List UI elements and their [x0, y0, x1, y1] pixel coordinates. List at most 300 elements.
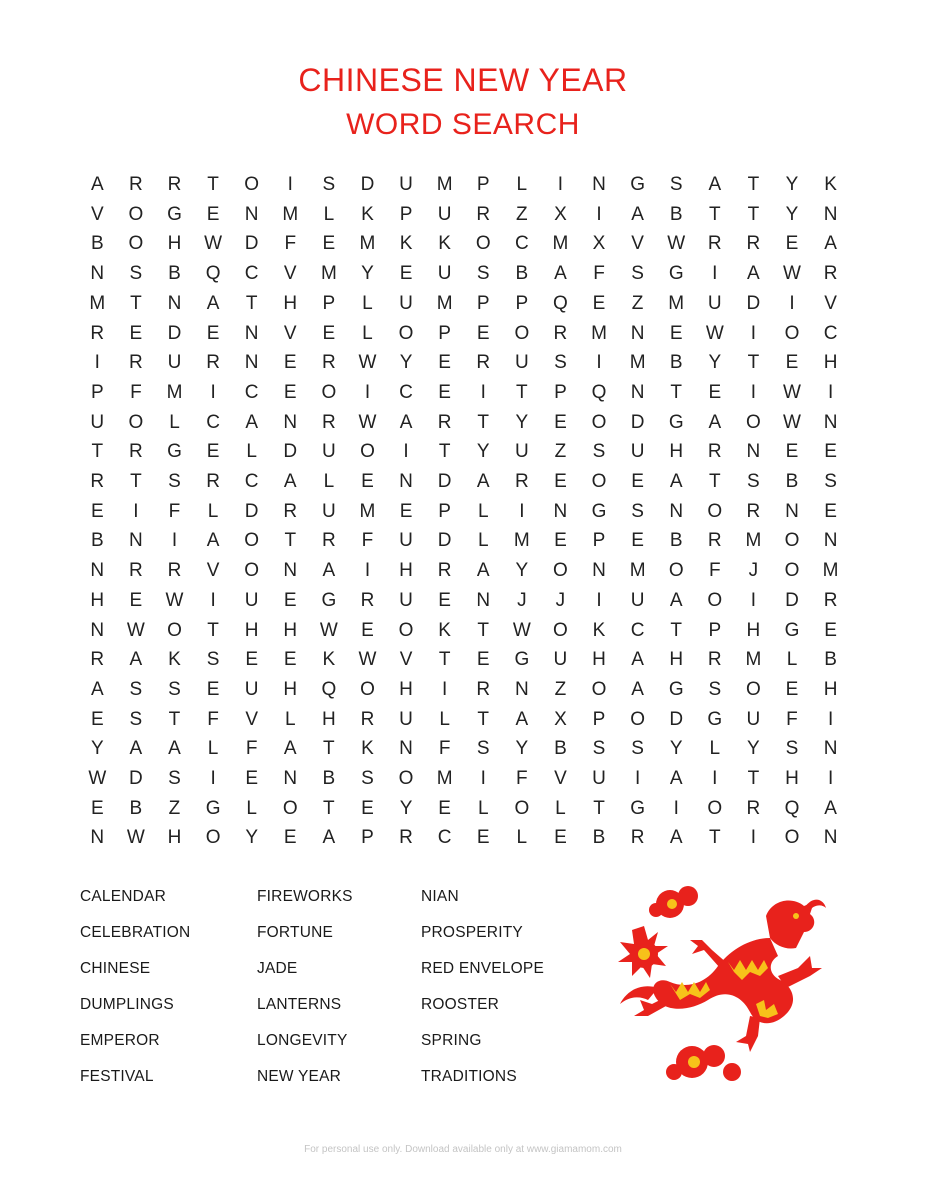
grid-cell[interactable]: O: [360, 678, 375, 700]
grid-cell[interactable]: N: [823, 738, 838, 760]
grid-cell[interactable]: R: [437, 411, 452, 433]
grid-cell[interactable]: H: [283, 678, 298, 700]
grid-cell[interactable]: K: [592, 619, 606, 641]
grid-cell[interactable]: M: [629, 352, 646, 374]
grid-cell[interactable]: C: [630, 619, 645, 641]
grid-cell[interactable]: U: [399, 589, 413, 611]
grid-cell[interactable]: P: [708, 619, 722, 641]
grid-cell[interactable]: O: [707, 797, 723, 819]
grid-cell[interactable]: E: [361, 619, 374, 641]
grid-cell[interactable]: E: [438, 381, 451, 403]
grid-cell[interactable]: O: [784, 560, 800, 582]
grid-cell[interactable]: G: [668, 678, 684, 700]
grid-cell[interactable]: N: [476, 589, 491, 611]
grid-cell[interactable]: L: [207, 500, 219, 522]
grid-cell[interactable]: U: [746, 708, 761, 730]
grid-cell[interactable]: T: [91, 441, 104, 463]
grid-cell[interactable]: W: [358, 649, 377, 671]
grid-cell[interactable]: E: [476, 322, 490, 344]
grid-cell[interactable]: K: [438, 619, 451, 641]
grid-cell[interactable]: I: [364, 381, 371, 403]
grid-cell[interactable]: R: [707, 233, 722, 255]
grid-cell[interactable]: R: [707, 530, 722, 552]
grid-cell[interactable]: H: [823, 352, 838, 374]
grid-cell[interactable]: A: [322, 827, 336, 849]
grid-cell[interactable]: A: [631, 649, 644, 671]
grid-cell[interactable]: I: [210, 768, 216, 789]
grid-cell[interactable]: M: [745, 530, 762, 552]
grid-cell[interactable]: E: [245, 649, 259, 671]
grid-cell[interactable]: F: [284, 233, 297, 255]
grid-cell[interactable]: A: [476, 560, 490, 582]
grid-cell[interactable]: X: [554, 203, 567, 225]
grid-cell[interactable]: V: [824, 292, 837, 314]
grid-cell[interactable]: U: [707, 292, 722, 314]
grid-cell[interactable]: I: [210, 589, 216, 611]
grid-cell[interactable]: W: [204, 233, 223, 255]
grid-cell[interactable]: G: [668, 411, 684, 433]
grid-cell[interactable]: R: [707, 649, 722, 671]
grid-cell[interactable]: A: [90, 174, 104, 195]
grid-cell[interactable]: A: [515, 708, 529, 730]
grid-cell[interactable]: B: [592, 827, 606, 849]
grid-cell[interactable]: B: [322, 768, 336, 789]
grid-cell[interactable]: T: [130, 471, 142, 492]
grid-cell[interactable]: E: [283, 589, 297, 611]
grid-cell[interactable]: I: [827, 768, 834, 789]
grid-cell[interactable]: S: [824, 471, 837, 492]
grid-cell[interactable]: Z: [168, 797, 181, 819]
grid-cell[interactable]: T: [245, 292, 258, 314]
grid-cell[interactable]: E: [554, 827, 567, 849]
grid-cell[interactable]: X: [554, 708, 567, 730]
grid-cell[interactable]: N: [244, 322, 259, 344]
grid-cell[interactable]: E: [399, 500, 413, 522]
grid-cell[interactable]: W: [358, 411, 377, 433]
grid-cell[interactable]: W: [88, 768, 107, 789]
grid-cell[interactable]: S: [631, 500, 644, 522]
grid-cell[interactable]: T: [130, 292, 142, 314]
grid-cell[interactable]: E: [438, 589, 451, 611]
grid-cell[interactable]: A: [129, 649, 143, 671]
grid-cell[interactable]: N: [283, 560, 298, 582]
grid-cell[interactable]: C: [823, 322, 838, 344]
grid-cell[interactable]: O: [746, 411, 761, 433]
grid-cell[interactable]: L: [555, 797, 566, 819]
grid-cell[interactable]: R: [360, 589, 375, 611]
grid-cell[interactable]: F: [516, 768, 528, 789]
grid-cell[interactable]: T: [670, 381, 682, 403]
grid-cell[interactable]: M: [166, 381, 183, 403]
grid-cell[interactable]: U: [167, 352, 182, 374]
grid-cell[interactable]: M: [629, 560, 646, 582]
grid-cell[interactable]: B: [669, 530, 683, 552]
grid-cell[interactable]: A: [476, 471, 490, 492]
grid-cell[interactable]: L: [439, 708, 450, 730]
grid-cell[interactable]: K: [399, 233, 413, 255]
grid-cell[interactable]: O: [321, 381, 337, 403]
grid-cell[interactable]: R: [476, 203, 491, 225]
grid-cell[interactable]: R: [399, 827, 413, 849]
grid-cell[interactable]: U: [399, 530, 413, 552]
grid-cell[interactable]: J: [517, 589, 527, 611]
grid-cell[interactable]: S: [168, 678, 181, 700]
grid-cell[interactable]: U: [514, 441, 529, 463]
grid-cell[interactable]: T: [593, 797, 605, 819]
grid-cell[interactable]: N: [746, 441, 761, 463]
grid-cell[interactable]: E: [824, 500, 837, 522]
grid-cell[interactable]: O: [360, 441, 375, 463]
grid-cell[interactable]: R: [707, 441, 722, 463]
grid-cell[interactable]: P: [438, 322, 451, 344]
grid-cell[interactable]: E: [283, 649, 297, 671]
grid-cell[interactable]: J: [748, 560, 759, 582]
grid-cell[interactable]: R: [746, 500, 761, 522]
grid-cell[interactable]: S: [129, 263, 143, 285]
grid-cell[interactable]: Y: [361, 263, 374, 285]
grid-cell[interactable]: B: [90, 233, 104, 255]
grid-cell[interactable]: E: [708, 381, 722, 403]
grid-cell[interactable]: Y: [399, 352, 413, 374]
grid-cell[interactable]: I: [403, 441, 409, 463]
grid-cell[interactable]: M: [359, 233, 376, 255]
grid-cell[interactable]: S: [168, 471, 181, 492]
grid-cell[interactable]: O: [205, 827, 221, 849]
grid-cell[interactable]: I: [171, 530, 178, 552]
grid-cell[interactable]: E: [631, 471, 644, 492]
grid-cell[interactable]: U: [321, 500, 336, 522]
grid-cell[interactable]: L: [477, 797, 489, 819]
grid-cell[interactable]: G: [668, 263, 684, 285]
word-search-grid[interactable]: [78, 170, 850, 854]
grid-cell[interactable]: L: [246, 797, 257, 819]
grid-cell[interactable]: E: [206, 203, 220, 225]
grid-cell[interactable]: R: [823, 589, 838, 611]
grid-cell[interactable]: Z: [631, 292, 644, 314]
grid-cell[interactable]: C: [244, 381, 259, 403]
grid-cell[interactable]: D: [360, 174, 375, 195]
grid-cell[interactable]: V: [245, 708, 259, 730]
grid-cell[interactable]: P: [592, 530, 606, 552]
grid-cell[interactable]: N: [399, 471, 413, 492]
grid-cell[interactable]: S: [669, 174, 683, 195]
grid-cell[interactable]: O: [514, 797, 530, 819]
grid-cell[interactable]: K: [438, 233, 451, 255]
grid-cell[interactable]: P: [592, 708, 606, 730]
grid-cell[interactable]: M: [745, 649, 762, 671]
grid-cell[interactable]: H: [283, 619, 298, 641]
grid-cell[interactable]: I: [673, 797, 679, 819]
grid-cell[interactable]: K: [168, 649, 181, 671]
grid-cell[interactable]: T: [670, 619, 682, 641]
grid-cell[interactable]: T: [207, 619, 219, 641]
grid-cell[interactable]: D: [129, 768, 143, 789]
grid-cell[interactable]: U: [399, 292, 413, 314]
grid-cell[interactable]: I: [596, 589, 602, 611]
grid-cell[interactable]: T: [168, 708, 181, 730]
grid-cell[interactable]: E: [399, 263, 413, 285]
grid-cell[interactable]: H: [746, 619, 761, 641]
grid-cell[interactable]: R: [321, 411, 336, 433]
grid-cell[interactable]: A: [283, 738, 297, 760]
grid-cell[interactable]: T: [747, 174, 760, 195]
grid-cell[interactable]: I: [827, 381, 834, 403]
grid-cell[interactable]: Y: [515, 411, 529, 433]
grid-cell[interactable]: L: [516, 827, 528, 849]
grid-cell[interactable]: Q: [784, 797, 800, 819]
grid-cell[interactable]: H: [592, 649, 606, 671]
grid-cell[interactable]: M: [513, 530, 530, 552]
grid-cell[interactable]: N: [129, 530, 143, 552]
grid-cell[interactable]: V: [399, 649, 413, 671]
grid-cell[interactable]: U: [244, 678, 259, 700]
grid-cell[interactable]: F: [245, 738, 258, 760]
grid-cell[interactable]: Y: [515, 738, 529, 760]
grid-cell[interactable]: N: [785, 500, 799, 522]
grid-cell[interactable]: R: [476, 678, 491, 700]
grid-cell[interactable]: V: [554, 768, 567, 789]
grid-cell[interactable]: E: [476, 827, 490, 849]
grid-cell[interactable]: O: [167, 619, 182, 641]
grid-cell[interactable]: S: [322, 174, 336, 195]
grid-cell[interactable]: O: [591, 411, 607, 433]
grid-cell[interactable]: L: [284, 708, 296, 730]
grid-cell[interactable]: I: [712, 263, 718, 285]
grid-cell[interactable]: N: [399, 738, 413, 760]
grid-cell[interactable]: V: [283, 263, 297, 285]
grid-cell[interactable]: H: [669, 441, 684, 463]
grid-cell[interactable]: U: [437, 263, 452, 285]
grid-cell[interactable]: E: [90, 708, 104, 730]
grid-cell[interactable]: E: [90, 500, 104, 522]
grid-cell[interactable]: L: [516, 174, 528, 195]
grid-cell[interactable]: T: [708, 827, 721, 849]
grid-cell[interactable]: M: [89, 292, 106, 314]
grid-cell[interactable]: I: [750, 381, 757, 403]
grid-cell[interactable]: C: [437, 827, 452, 849]
grid-cell[interactable]: A: [631, 203, 644, 225]
grid-cell[interactable]: Q: [205, 263, 221, 285]
grid-cell[interactable]: O: [591, 471, 607, 492]
grid-cell[interactable]: D: [785, 589, 799, 611]
grid-cell[interactable]: E: [283, 827, 297, 849]
grid-cell[interactable]: D: [437, 471, 452, 492]
grid-cell[interactable]: E: [283, 352, 297, 374]
grid-cell[interactable]: Y: [785, 203, 799, 225]
grid-cell[interactable]: R: [283, 500, 298, 522]
grid-cell[interactable]: P: [476, 292, 490, 314]
grid-cell[interactable]: T: [477, 708, 490, 730]
grid-cell[interactable]: H: [244, 619, 259, 641]
grid-cell[interactable]: R: [321, 352, 336, 374]
grid-cell[interactable]: K: [361, 203, 374, 225]
grid-cell[interactable]: M: [436, 292, 453, 314]
grid-cell[interactable]: T: [477, 619, 490, 641]
grid-cell[interactable]: S: [476, 738, 490, 760]
grid-cell[interactable]: G: [167, 441, 182, 463]
grid-cell[interactable]: E: [283, 381, 297, 403]
grid-cell[interactable]: N: [90, 827, 105, 849]
grid-cell[interactable]: R: [360, 708, 375, 730]
grid-cell[interactable]: T: [323, 797, 335, 819]
grid-cell[interactable]: A: [824, 797, 837, 819]
grid-cell[interactable]: O: [398, 322, 414, 344]
grid-cell[interactable]: F: [168, 500, 181, 522]
grid-cell[interactable]: N: [283, 768, 298, 789]
grid-cell[interactable]: I: [557, 174, 564, 195]
grid-cell[interactable]: W: [319, 619, 338, 641]
grid-cell[interactable]: O: [591, 678, 607, 700]
grid-cell[interactable]: U: [630, 441, 645, 463]
grid-cell[interactable]: U: [514, 352, 529, 374]
grid-cell[interactable]: A: [206, 530, 220, 552]
grid-cell[interactable]: A: [129, 738, 143, 760]
grid-cell[interactable]: Y: [669, 738, 683, 760]
grid-cell[interactable]: S: [554, 352, 567, 374]
grid-cell[interactable]: E: [90, 797, 104, 819]
grid-cell[interactable]: V: [283, 322, 297, 344]
grid-cell[interactable]: T: [323, 738, 335, 760]
grid-cell[interactable]: Y: [245, 827, 259, 849]
grid-cell[interactable]: R: [129, 352, 143, 374]
grid-cell[interactable]: T: [284, 530, 297, 552]
grid-cell[interactable]: H: [785, 768, 799, 789]
grid-cell[interactable]: Y: [399, 797, 413, 819]
grid-cell[interactable]: I: [750, 322, 757, 344]
grid-cell[interactable]: T: [747, 352, 760, 374]
grid-cell[interactable]: A: [399, 411, 413, 433]
grid-cell[interactable]: F: [708, 560, 721, 582]
grid-cell[interactable]: U: [321, 441, 336, 463]
grid-cell[interactable]: O: [398, 619, 414, 641]
grid-cell[interactable]: O: [244, 530, 260, 552]
grid-cell[interactable]: S: [631, 263, 644, 285]
grid-cell[interactable]: E: [206, 678, 220, 700]
grid-cell[interactable]: E: [554, 411, 567, 433]
grid-cell[interactable]: S: [129, 678, 143, 700]
grid-cell[interactable]: L: [169, 411, 180, 433]
grid-cell[interactable]: I: [287, 174, 293, 195]
grid-cell[interactable]: G: [514, 649, 530, 671]
grid-cell[interactable]: D: [244, 500, 259, 522]
grid-cell[interactable]: F: [786, 708, 798, 730]
grid-cell[interactable]: O: [784, 530, 800, 552]
grid-cell[interactable]: T: [708, 203, 721, 225]
grid-cell[interactable]: E: [206, 322, 220, 344]
grid-cell[interactable]: O: [630, 708, 645, 730]
grid-cell[interactable]: U: [437, 203, 452, 225]
grid-cell[interactable]: S: [592, 441, 606, 463]
grid-cell[interactable]: E: [361, 797, 374, 819]
grid-cell[interactable]: N: [823, 827, 838, 849]
grid-cell[interactable]: I: [634, 768, 641, 789]
grid-cell[interactable]: R: [553, 322, 568, 344]
grid-cell[interactable]: G: [784, 619, 800, 641]
grid-cell[interactable]: F: [593, 263, 605, 285]
grid-cell[interactable]: B: [129, 797, 143, 819]
grid-cell[interactable]: S: [361, 768, 374, 789]
grid-cell[interactable]: M: [822, 560, 839, 582]
grid-cell[interactable]: B: [669, 203, 683, 225]
grid-cell[interactable]: B: [515, 263, 529, 285]
grid-cell[interactable]: D: [244, 233, 259, 255]
grid-cell[interactable]: I: [480, 381, 486, 403]
grid-cell[interactable]: N: [592, 174, 606, 195]
grid-cell[interactable]: U: [244, 589, 259, 611]
grid-cell[interactable]: N: [669, 500, 684, 522]
grid-cell[interactable]: H: [167, 233, 182, 255]
grid-cell[interactable]: L: [323, 203, 335, 225]
grid-cell[interactable]: R: [90, 322, 105, 344]
grid-cell[interactable]: G: [630, 174, 645, 195]
grid-cell[interactable]: O: [514, 322, 530, 344]
grid-cell[interactable]: M: [436, 768, 453, 789]
grid-cell[interactable]: U: [399, 708, 413, 730]
grid-cell[interactable]: E: [361, 471, 374, 492]
grid-cell[interactable]: O: [784, 827, 800, 849]
grid-cell[interactable]: I: [596, 203, 602, 225]
grid-cell[interactable]: S: [592, 738, 606, 760]
grid-cell[interactable]: R: [476, 352, 491, 374]
grid-cell[interactable]: C: [514, 233, 529, 255]
grid-cell[interactable]: N: [90, 263, 105, 285]
grid-cell[interactable]: M: [591, 322, 607, 344]
grid-cell[interactable]: G: [707, 708, 723, 730]
grid-cell[interactable]: L: [786, 649, 798, 671]
grid-cell[interactable]: O: [475, 233, 491, 255]
grid-cell[interactable]: N: [283, 411, 298, 433]
grid-cell[interactable]: M: [668, 292, 685, 314]
grid-cell[interactable]: V: [631, 233, 644, 255]
grid-cell[interactable]: E: [554, 471, 567, 492]
grid-cell[interactable]: I: [827, 708, 834, 730]
grid-cell[interactable]: C: [206, 411, 220, 433]
grid-cell[interactable]: E: [631, 530, 644, 552]
grid-cell[interactable]: T: [516, 381, 528, 403]
grid-cell[interactable]: D: [630, 411, 645, 433]
grid-cell[interactable]: W: [126, 619, 145, 641]
grid-cell[interactable]: H: [399, 678, 413, 700]
grid-cell[interactable]: N: [90, 619, 105, 641]
grid-cell[interactable]: D: [669, 708, 684, 730]
grid-cell[interactable]: H: [283, 292, 298, 314]
grid-cell[interactable]: O: [553, 619, 568, 641]
grid-cell[interactable]: I: [210, 381, 216, 403]
grid-cell[interactable]: F: [207, 708, 219, 730]
grid-cell[interactable]: P: [90, 381, 104, 403]
grid-cell[interactable]: B: [90, 530, 104, 552]
grid-cell[interactable]: T: [207, 174, 219, 195]
grid-cell[interactable]: G: [591, 500, 607, 522]
grid-cell[interactable]: I: [480, 768, 486, 789]
grid-cell[interactable]: O: [553, 560, 568, 582]
grid-cell[interactable]: G: [630, 797, 645, 819]
grid-cell[interactable]: B: [785, 471, 799, 492]
grid-cell[interactable]: E: [129, 322, 143, 344]
grid-cell[interactable]: Z: [554, 678, 567, 700]
grid-cell[interactable]: W: [126, 827, 145, 849]
grid-cell[interactable]: A: [554, 263, 567, 285]
grid-cell[interactable]: W: [783, 381, 801, 403]
grid-cell[interactable]: O: [282, 797, 298, 819]
grid-cell[interactable]: A: [669, 589, 683, 611]
grid-cell[interactable]: M: [282, 203, 299, 225]
grid-cell[interactable]: O: [398, 768, 414, 789]
grid-cell[interactable]: L: [477, 530, 489, 552]
grid-cell[interactable]: E: [206, 441, 220, 463]
grid-cell[interactable]: E: [245, 768, 259, 789]
grid-cell[interactable]: C: [244, 263, 259, 285]
